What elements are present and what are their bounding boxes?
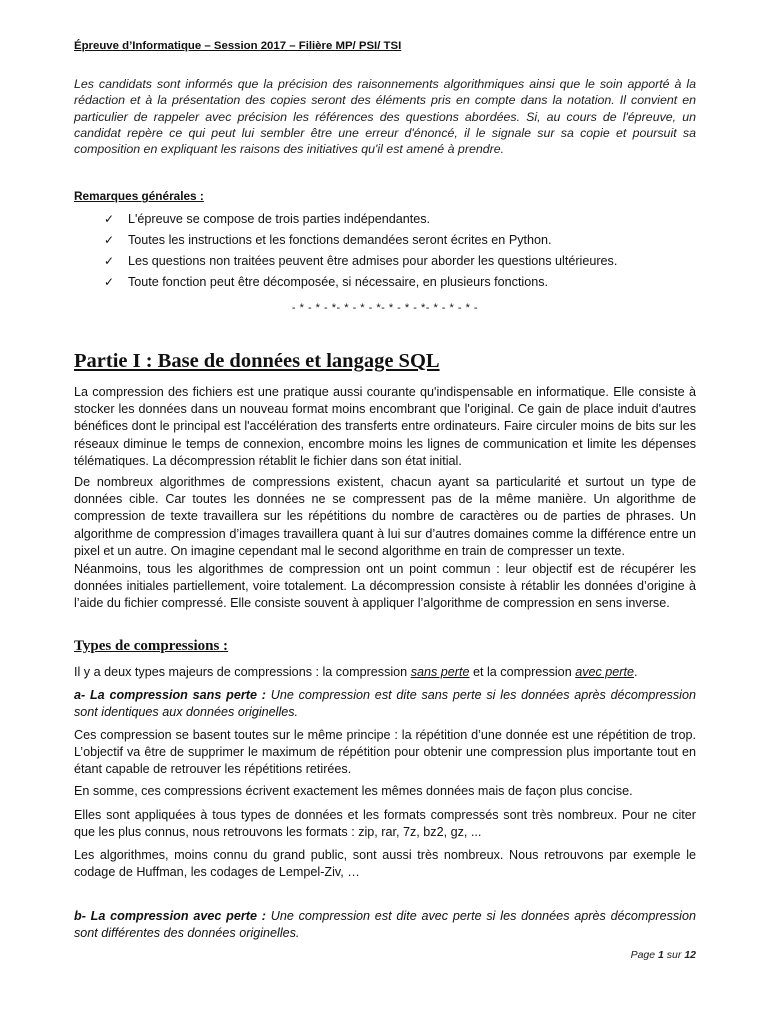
remarks-title: Remarques générales : xyxy=(74,189,204,203)
list-item xyxy=(104,209,617,230)
section-separator: - * - * - *- * - * - *- * - * - *- * - * - * - xyxy=(291,302,479,314)
checkmark-icon: ✓ xyxy=(104,254,115,268)
list-item xyxy=(104,230,617,251)
paragraph-algorithms: Les algorithmes, moins connu du grand public, sont aussi très nombreux. Nous retrouvons par exemple le codage de Huffman, les codages de Lempel-Ziv, … xyxy=(74,848,696,880)
definition-avec-perte: b- La compression avec perte : Une compression est dite avec perte si les données après décompression sont différentes des données originelles. xyxy=(74,909,696,941)
intro-paragraph: Les candidats sont informés que la précision des raisonnements algorithmiques ainsi que le soin apporté à la rédaction et à la présentation des copies seront des éléments pris en compte dans la notation. Il convient en particulier de rappeler avec précision les références des questions abordées. Si, au cours de l'épreuve, un candidat repère ce qui peut lui sembler être une erreur d'énoncé, il le signale sur sa copie et poursuit sa composition en expliquant les raisons des initiatives qu'il est amené à prendre. xyxy=(74,77,696,157)
types-intro: Il y a deux types majeurs de compressions : la compression sans perte et la compression avec perte. xyxy=(74,665,638,679)
checkmark-icon: ✓ xyxy=(104,233,115,247)
checkmark-icon: ✓ xyxy=(104,275,115,289)
remark-text: L'épreuve se compose de trois parties indépendantes. xyxy=(128,212,431,226)
paragraph-formats: Elles sont appliquées à tous types de données et les formats compressés sont très nombreux. Pour ne citer que les plus connus, nous retrouvons les formats : zip, rar, 7z, bz2, gz, ... xyxy=(74,808,696,840)
total-pages: 12 xyxy=(684,949,696,961)
definition-sans-perte: a- La compression sans perte : Une compression est dite sans perte si les données après décompression sont identiques aux données originelles. xyxy=(74,688,696,720)
list-item xyxy=(104,251,617,272)
checkmark-icon: ✓ xyxy=(104,212,115,226)
part-paragraph-2: De nombreux algorithmes de compressions existent, chacun ayant sa particularité et surtout un type de données cible. Car toutes les données ne se compressent pas de la même manière. Un algorithme de compression de texte travaillera sur les répétitions du nombre de caractères ou de parties de phrases. Un algorithme de compression d’images travaillera quant à lui sur d’autres domaines comme la différence entre un pixel et un autre. On imagine cependant mal le second algorithme en train de compresser un texte. xyxy=(74,475,696,558)
remark-text: Toutes les instructions et les fonctions demandées seront écrites en Python. xyxy=(128,233,552,247)
remark-text: Toute fonction peut être décomposée, si nécessaire, en plusieurs fonctions. xyxy=(128,275,549,289)
part-paragraph-1: La compression des fichiers est une pratique aussi courante qu'indispensable en informatique. Elle consiste à stocker les données dans un nouveau format moins encombrant que l'original. Ce gain de place induit d'autres bénéfices dont le principal est l'accélération des transferts entre ordinateurs. Faire circuler moins de bits sur les réseaux diminue le temps de connexion, encombre moins les lignes de communication et limite les dépenses télématiques. La décompression rétablit le fichier dans son état initial. xyxy=(74,385,696,468)
remarks-list xyxy=(104,209,617,293)
paragraph-summary: En somme, ces compressions écrivent exactement les mêmes données mais de façon plus concise. xyxy=(74,784,633,798)
page-footer: Page 1 sur 12 xyxy=(630,949,696,961)
remark-text: Les questions non traitées peuvent être admises pour aborder les questions ultérieures. xyxy=(128,254,618,268)
term-sans-perte: sans perte xyxy=(410,665,470,679)
subsection-label-b: b- La compression avec perte : xyxy=(74,909,266,923)
subsection-label-a: a- La compression sans perte : xyxy=(74,688,266,702)
part-paragraph-3: Néanmoins, tous les algorithmes de compression ont un point commun : leur objectif est de récupérer les données initiales partiellement, voire totalement. La décompression consiste à rétablir les données d’origine à l’aide du fichier compressé. Elle consiste souvent à appliquer l’algorithme de compression en sens inverse. xyxy=(74,562,696,611)
exam-header: Épreuve d’Informatique – Session 2017 – Filière MP/ PSI/ TSI xyxy=(74,40,402,52)
paragraph-principle: Ces compression se basent toutes sur le même principe : la répétition d’une donnée est une répétition de trop. L’objectif va être de supprimer le maximum de répétition pour obtenir une compression plus importante tout en étant capable de retrouver les répétitions retirées. xyxy=(74,728,696,777)
page-number: 1 xyxy=(658,949,664,961)
list-item xyxy=(104,272,617,293)
part-title: Partie I : Base de données et langage SQL xyxy=(74,350,440,372)
types-title: Types de compressions : xyxy=(74,638,229,654)
term-avec-perte: avec perte xyxy=(575,665,635,679)
